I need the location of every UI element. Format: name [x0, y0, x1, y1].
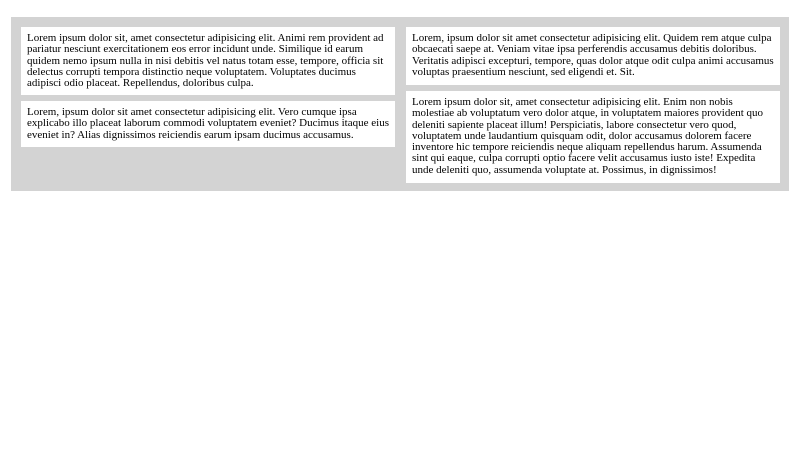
right-column — [406, 27, 780, 189]
text-card — [21, 101, 395, 147]
card-text: Lorem ipsum dolor sit, amet consectetur adipisicing elit. Enim non nobis molestiae ab voluptatum vero dolor atque, in voluptatem maiores provident quo deleniti sapiente placeat illum! Perspiciatis, labore consectetur vero quod, voluptatem unde laudantium quisquam odit, dolor accusamus dolorem facere inventore hic tempore reiciendis neque aliquam repellendus harum. Assumenda sint qui eaque, culpa corrupti optio facere velit accusamus iusto iste! Expedita unde deleniti quo, assumenda voluptate at. Possimus, in dignissimos! — [412, 96, 764, 176]
text-card — [21, 27, 395, 95]
card-text: Lorem, ipsum dolor sit amet consectetur adipisicing elit. Quidem rem atque culpa obcaecati saepe at. Veniam vitae ipsa perferendis accusamus debitis doloribus. Veritatis adipisci excepturi, tempore, quas dolor atque odit culpa animi accusamus voluptas praesentium nesciunt, sed eligendi et. Sit. — [412, 32, 774, 78]
text-card — [406, 91, 780, 183]
masonry-container — [11, 17, 789, 191]
text-card — [406, 27, 780, 85]
card-text: Lorem ipsum dolor sit, amet consectetur adipisicing elit. Animi rem provident ad pariatur nesciunt exercitationem eos error incidunt unde. Similique id earum quidem nemo ipsum nulla in nisi debitis vel natus totam esse, tempore, officia sit delectus corrupti tempora distinctio neque voluptatem. Voluptates ducimus adipisci odio placeat. Repellendus, doloribus culpa. — [27, 32, 384, 90]
card-text: Lorem, ipsum dolor sit amet consectetur adipisicing elit. Vero cumque ipsa explicabo illo placeat laborum commodi voluptatem eveniet? Ducimus itaque eius eveniet in? Alias dignissimos reiciendis earum ipsam ducimus accusamus. — [27, 106, 389, 141]
left-column — [21, 27, 395, 153]
